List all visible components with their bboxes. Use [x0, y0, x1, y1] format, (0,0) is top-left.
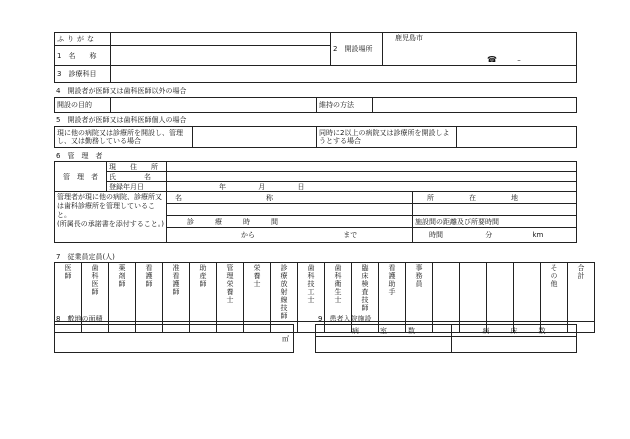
purpose-label: 開設の目的: [55, 98, 111, 113]
manager-note-1: 管理者が現に他の病院、診療所又は歯科診療所を管理していること。: [57, 193, 162, 219]
minutes-label: 分: [485, 231, 493, 239]
section-9-title: 9 患者入院施設: [318, 315, 372, 323]
clinic-name-header: 名 称: [167, 192, 413, 204]
bed-count-field[interactable]: [452, 337, 577, 353]
name-label: 1 名 称: [55, 46, 111, 66]
room-count-field[interactable]: [316, 337, 452, 353]
to-label: まで: [343, 231, 358, 239]
staff-col-label: 看護助手: [388, 264, 396, 296]
telephone-dash: –: [517, 56, 521, 64]
section-5-title: 5 開設者が医師又は歯科医師個人の場合: [56, 116, 187, 124]
room-count-header: 病 室 数: [316, 325, 452, 337]
multiple-clinic-label: 同時に2以上の病院又は診療所を開設しようとする場合: [317, 127, 457, 148]
staff-col-label: 歯科技工士: [307, 264, 315, 304]
other-clinic-field[interactable]: [193, 127, 317, 148]
manager-note-2: (所属長の承諾書を添付すること。): [57, 220, 164, 228]
distance-field[interactable]: [413, 228, 577, 243]
registration-date-field[interactable]: [167, 182, 577, 192]
address-field[interactable]: [167, 162, 577, 172]
staff-col-label: 看護師: [145, 264, 153, 288]
day-label: 日: [297, 182, 305, 191]
staff-col-label: 事務員: [415, 264, 423, 288]
section-6-title: 6 管 理 者: [56, 152, 103, 160]
staff-col-header: [109, 263, 136, 322]
staff-col-label: 助産師: [199, 264, 207, 288]
staff-col-label: 准看護師: [172, 264, 180, 296]
staff-col-label: 歯科医師: [91, 264, 99, 296]
section-4-table: [54, 97, 577, 113]
manager-name-label: 氏 名: [107, 172, 167, 182]
km-label: km: [532, 231, 544, 239]
multiple-clinic-field[interactable]: [457, 127, 577, 148]
time-label: 時間: [429, 231, 443, 239]
staff-col-label: 歯科衛生士: [334, 264, 342, 304]
site-area-table: [54, 324, 294, 353]
location-label: 2 開設場所: [331, 33, 383, 66]
furigana-field[interactable]: [111, 33, 331, 46]
section-8-title: 8 敷地の面積: [56, 315, 103, 323]
staff-col-header: [433, 263, 460, 322]
manager-label: 管 理 者: [55, 162, 107, 192]
bed-count-header: 病 床 数: [452, 325, 577, 337]
hours-field[interactable]: [167, 228, 413, 243]
month-label: 月: [258, 182, 266, 191]
registration-date-label: 登録年月日: [107, 182, 167, 192]
staff-col-header: [568, 263, 595, 322]
address-label: 現 住 所: [107, 162, 167, 172]
maintenance-field[interactable]: [373, 98, 577, 113]
other-clinic-label: 現に他の病院又は診療所を開設し、管理し、又は勤務している場合: [55, 127, 193, 148]
staff-col-header: [136, 263, 163, 322]
year-label: 年: [219, 182, 226, 191]
top-block: [54, 32, 577, 83]
inpatient-table: [315, 324, 577, 353]
staff-col-header: [325, 263, 352, 322]
site-area-field[interactable]: [55, 325, 294, 353]
staff-col-label: 診療放射線技師: [280, 264, 288, 320]
square-meter-unit: ㎡: [282, 334, 289, 343]
distance-header: 施設間の距離及び所要時間: [413, 216, 577, 228]
hours-header: 診 療 時 間: [167, 216, 413, 228]
staff-col-header: [541, 263, 568, 322]
staff-col-header: [271, 263, 298, 322]
furigana-label: ふりがな: [55, 33, 111, 46]
staff-col-label: 管理栄養士: [226, 264, 234, 304]
name-field[interactable]: [111, 46, 331, 66]
staff-col-label: 臨床検査技師: [361, 264, 369, 312]
staff-col-label: 医師: [64, 264, 72, 280]
staff-col-header: [217, 263, 244, 322]
clinic-address-field[interactable]: [413, 204, 577, 216]
staff-col-header: [190, 263, 217, 322]
staff-col-label: 合計: [577, 264, 585, 280]
staff-col-header: [55, 263, 82, 322]
staff-col-label: 栄養士: [253, 264, 261, 288]
section-5-table: [54, 126, 577, 148]
staff-col-header: [298, 263, 325, 322]
staff-col-header: [514, 263, 541, 322]
from-label: から: [241, 231, 255, 239]
staff-col-header: [82, 263, 109, 322]
manager-name-field[interactable]: [167, 172, 577, 182]
staff-col-header: [460, 263, 487, 322]
departments-field[interactable]: [111, 66, 577, 83]
section-6-table: [54, 161, 577, 243]
staff-col-header: [352, 263, 379, 322]
clinic-address-header: 所 在 地: [413, 192, 577, 204]
section-4-title: 4 開設者が医師又は歯科医師以外の場合: [56, 87, 187, 95]
clinic-name-field[interactable]: [167, 204, 413, 216]
staff-col-header: [487, 263, 514, 322]
staff-col-header: [163, 263, 190, 322]
staff-col-label: 薬剤師: [118, 264, 126, 288]
section-7-title: 7 従業員定員(人): [56, 253, 115, 261]
location-value[interactable]: 鹿児島市: [395, 34, 423, 42]
staff-col-header: [244, 263, 271, 322]
telephone-icon: ☎: [487, 55, 497, 64]
departments-label: 3 診療科目: [55, 66, 111, 83]
staff-col-header: [379, 263, 406, 322]
maintenance-label: 維持の方法: [317, 98, 373, 113]
purpose-field[interactable]: [111, 98, 317, 113]
staff-col-header: [406, 263, 433, 322]
staff-col-label: その他: [550, 264, 558, 288]
